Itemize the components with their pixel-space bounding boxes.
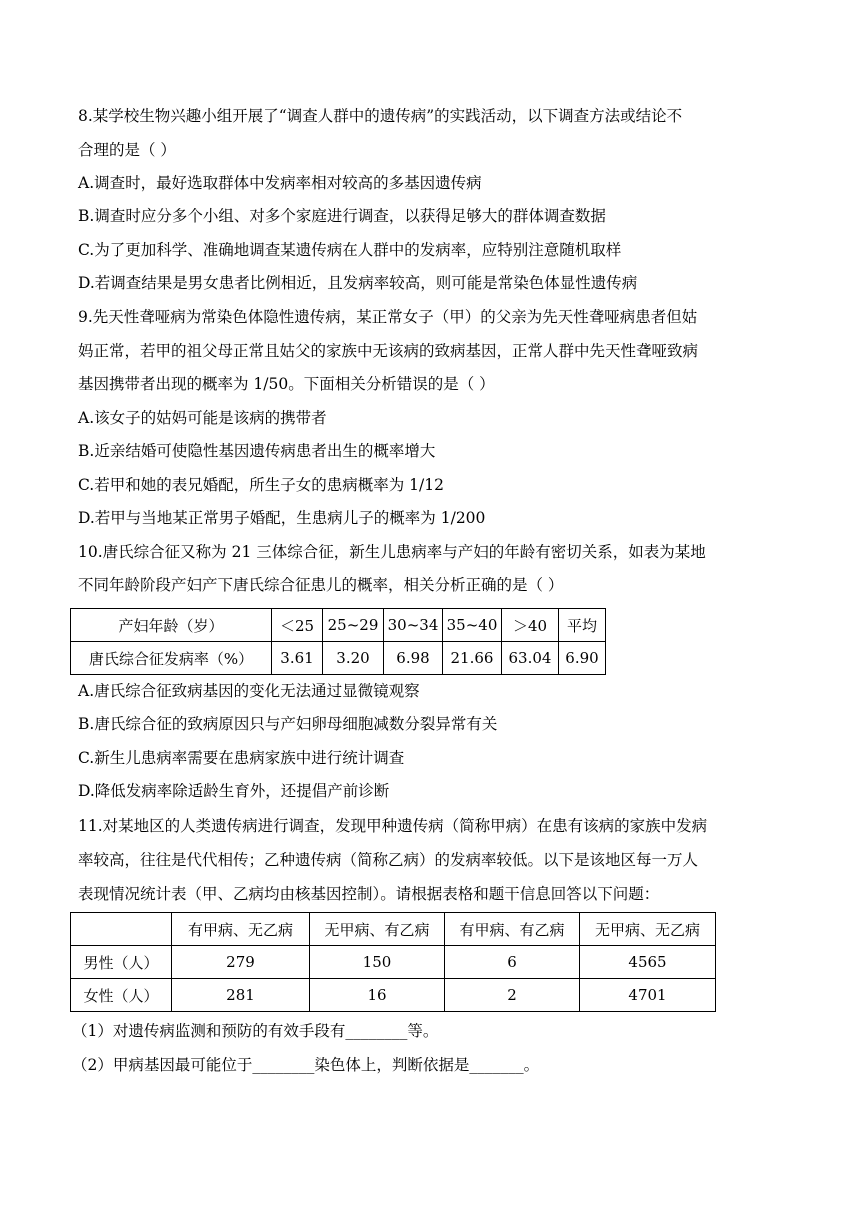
- table-row: [71, 979, 716, 1012]
- table-cell: 女性（人）: [71, 979, 172, 1012]
- q10-stem-line1: 10.唐氏综合征又称为 21 三体综合征，新生儿患病率与产妇的年龄有密切关系，如表为某地: [78, 543, 706, 561]
- q10-option-c: C.新生儿患病率需要在患病家族中进行统计调查: [78, 749, 405, 767]
- q11-sub1: （1）对遗传病监测和预防的有效手段有________等。: [72, 1022, 439, 1040]
- table-cell: ＞40: [502, 609, 559, 642]
- q10-stem-line2: 不同年龄阶段产妇产下唐氏综合征患儿的概率，相关分析正确的是（ ）: [78, 576, 564, 594]
- table-row: [71, 946, 716, 979]
- table-cell: 3.20: [323, 642, 384, 675]
- q9-option-d: D.若甲与当地某正常男子婚配，生患病儿子的概率为 1/200: [78, 509, 486, 527]
- table-cell: 无甲病、无乙病: [580, 913, 716, 946]
- q11-table: [70, 912, 716, 1012]
- table-row: [71, 609, 606, 642]
- q9-stem-line3: 基因携带者出现的概率为 1/50。下面相关分析错误的是（ ）: [78, 375, 495, 393]
- q8-option-c: C.为了更加科学、准确地调查某遗传病在人群中的发病率，应特别注意随机取样: [78, 241, 622, 259]
- table-cell: 4565: [580, 946, 716, 979]
- table-cell: 281: [172, 979, 310, 1012]
- table-cell: [71, 913, 172, 946]
- q8-stem-line1: 8.某学校生物兴趣小组开展了“调查人群中的遗传病”的实践活动，以下调查方法或结论不: [78, 107, 683, 125]
- table-cell: 30~34: [384, 609, 443, 642]
- q11-stem-line3: 表现情况统计表（甲、乙病均由核基因控制）。请根据表格和题干信息回答以下问题：: [78, 885, 660, 903]
- table-row: [71, 913, 716, 946]
- table-cell: 2: [445, 979, 580, 1012]
- table-cell: 有甲病、有乙病: [445, 913, 580, 946]
- table-cell: 25~29: [323, 609, 384, 642]
- q9-stem-line1: 9.先天性聋哑病为常染色体隐性遗传病，某正常女子（甲）的父亲为先天性聋哑病患者但姑: [78, 308, 698, 326]
- table-cell: 平均: [559, 609, 606, 642]
- table-cell: 产妇年龄（岁）: [71, 609, 272, 642]
- table-cell: 唐氏综合征发病率（%）: [71, 642, 272, 675]
- q10-option-a: A.唐氏综合征致病基因的变化无法通过显微镜观察: [78, 682, 420, 700]
- table-cell: 4701: [580, 979, 716, 1012]
- table-cell: 6: [445, 946, 580, 979]
- table-cell: 有甲病、无乙病: [172, 913, 310, 946]
- q11-sub2: （2）甲病基因最可能位于________染色体上，判断依据是_______。: [72, 1056, 540, 1074]
- table-cell: 150: [310, 946, 445, 979]
- q8-stem-line2: 合理的是（ ）: [78, 141, 176, 159]
- table-cell: ＜25: [272, 609, 323, 642]
- table-cell: 63.04: [502, 642, 559, 675]
- q9-option-b: B.近亲结婚可使隐性基因遗传病患者出生的概率增大: [78, 442, 436, 460]
- q9-option-c: C.若甲和她的表兄婚配，所生子女的患病概率为 1/12: [78, 476, 444, 494]
- table-cell: 35~40: [443, 609, 502, 642]
- table-cell: 男性（人）: [71, 946, 172, 979]
- table-cell: 3.61: [272, 642, 323, 675]
- q9-stem-line2: 妈正常，若甲的祖父母正常且姑父的家族中无该病的致病基因，正常人群中先天性聋哑致病: [78, 342, 699, 360]
- q11-stem-line2: 率较高，往往是代代相传；乙种遗传病（简称乙病）的发病率较低。以下是该地区每一万人: [78, 851, 699, 869]
- table-row: [71, 642, 606, 675]
- table-cell: 279: [172, 946, 310, 979]
- q9-option-a: A.该女子的姑妈可能是该病的携带者: [78, 409, 327, 427]
- table-cell: 16: [310, 979, 445, 1012]
- q10-option-b: B.唐氏综合征的致病原因只与产妇卵母细胞减数分裂异常有关: [78, 715, 498, 733]
- q8-option-d: D.若调查结果是男女患者比例相近，且发病率较高，则可能是常染色体显性遗传病: [78, 274, 638, 292]
- q10-option-d: D.降低发病率除适龄生育外，还提倡产前诊断: [78, 782, 390, 800]
- table-cell: 21.66: [443, 642, 502, 675]
- q11-stem-line1: 11.对某地区的人类遗传病进行调查，发现甲种遗传病（简称甲病）在患有该病的家族中发病: [78, 817, 708, 835]
- table-cell: 6.98: [384, 642, 443, 675]
- q10-table: [70, 608, 606, 675]
- table-cell: 6.90: [559, 642, 606, 675]
- table-cell: 无甲病、有乙病: [310, 913, 445, 946]
- q8-option-b: B.调查时应分多个小组、对多个家庭进行调查，以获得足够大的群体调查数据: [78, 207, 606, 225]
- q8-option-a: A.调查时，最好选取群体中发病率相对较高的多基因遗传病: [78, 174, 482, 192]
